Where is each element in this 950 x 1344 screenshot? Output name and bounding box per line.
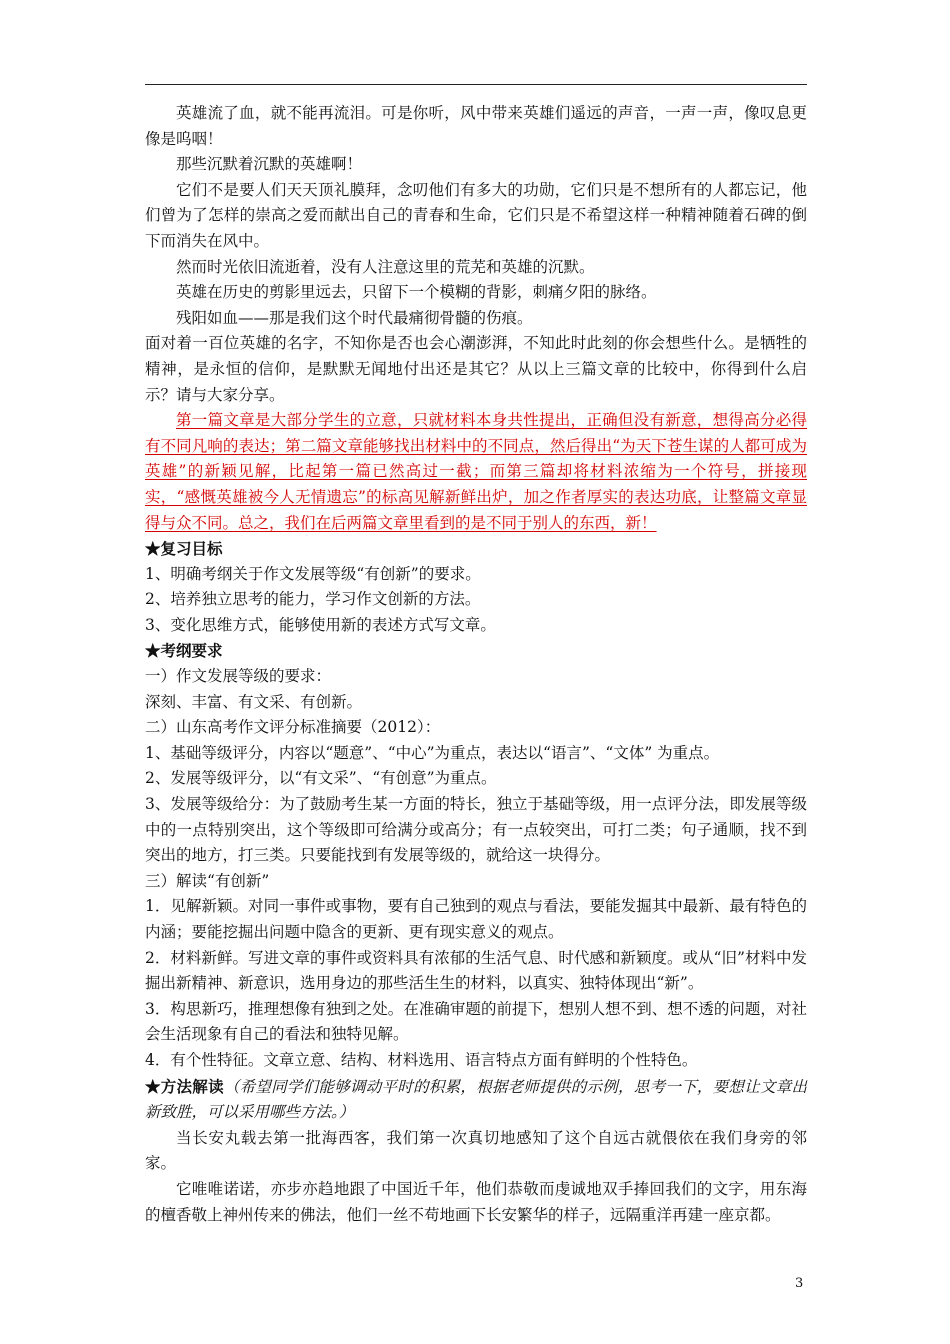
syllabus-text: 深刻、丰富、有文采、有创新。 (145, 692, 363, 711)
review-goals-heading: ★复习目标 (145, 539, 223, 559)
method-heading: ★方法解读 (145, 1076, 224, 1096)
passage-b-paragraph: 当长安丸载去第一批海西客，我们第一次真切地感知了这个自远古就偎依在我们身旁的邻家。 (145, 1128, 807, 1173)
review-goal-item: 2、培养独立思考的能力，学习作文创新的方法。 (145, 590, 481, 609)
answer-paragraph: 第一篇文章是大部分学生的立意，只就材料本身共性提出，正确但没有新意，想得高分必得有不同凡响的表达；第二篇文章能够找出材料中的不同点，然后得出“为天下苍生谋的人都可成为英雄”的新颖见解，比起第一篇已然高过一截；而第三篇却将材料浓缩为一个符号，拼接现实，“感慨英雄被今人无情遗忘”的标高见解新鲜出炉，加之作者厚实的表达功底，让整篇文章显得与众不同。总之，我们在后两篇文章里看到的是不同于别人的东西，新！ (145, 411, 807, 532)
scoring-item: 1、基础等级评分，内容以“题意”、“中心”为重点，表达以“语言”、“文体” 为重点。 (145, 743, 720, 762)
innovation-item: 1．见解新颖。对同一事件或事物，要有自己独到的观点与看法，要能发掘其中最新、最有特色的内涵；要能挖掘出问题中隐含的更新、更有现实意义的观点。 (145, 897, 807, 941)
passage-a-paragraph: 那些沉默着沉默的英雄啊！ (176, 155, 363, 174)
innovation-item: 2．材料新鲜。写进文章的事件或资料具有浓郁的生活气息、时代感和新颖度。或从“旧”材料中发掘出新精神、新意识，选用身边的那些活生生的材料，以真实、独特体现出“新”。 (145, 948, 807, 993)
method-note: （希望同学们能够调动平时的积累，根据老师提供的示例，思考一下，要想让文章出新致胜，可以采用哪些方法。） (145, 1077, 807, 1122)
review-goal-item: 3、变化思维方式，能够使用新的表述方式写文章。 (145, 615, 496, 634)
scoring-item: 3、发展等级给分：为了鼓励考生某一方面的特长，独立于基础等级，用一点评分法，即发展等级中的一点特别突出，这个等级即可给满分或高分；有一点较突出，可打二类；句子通顺，找不到突出的地方，打三类。只要能找到有发展等级的，就给这一块得分。 (145, 795, 807, 865)
passage-a-paragraph: 然而时光依旧流逝着，没有人注意这里的荒芜和英雄的沉默。 (176, 257, 595, 276)
passage-a-paragraph: 残阳如血——那是我们这个时代最痛彻骨髓的伤痕。 (176, 308, 533, 327)
syllabus-heading: ★考纲要求 (145, 641, 223, 661)
innovation-item: 3．构思新巧，推理想像有独到之处。在准确审题的前提下，想别人想不到、想不透的问题，对社会生活现象有自己的看法和独特见解。 (145, 999, 807, 1044)
document-body (145, 101, 807, 1228)
passage-a-paragraph: 它们不是要人们天天顶礼膜拜，念叨他们有多大的功勋，它们只是不想所有的人都忘记，他们曾为了怎样的崇高之爱而献出自己的青春和生命，它们只是不希望这样一种精神随着石碑的倒下而消失在风中。 (145, 180, 807, 250)
scoring-item: 2、发展等级评分，以“有文采”、“有创意”为重点。 (145, 769, 497, 788)
syllabus-subheading: 三）解读“有创新” (145, 871, 270, 890)
passage-a-paragraph: 英雄在历史的剪影里远去，只留下一个模糊的背影，刺痛夕阳的脉络。 (176, 283, 657, 302)
header-rule (145, 84, 807, 85)
syllabus-subheading: 二）山东高考作文评分标准摘要（2012）： (145, 718, 441, 737)
question-paragraph: 面对着一百位英雄的名字，不知你是否也会心潮澎湃，不知此时此刻的你会想些什么。是牺牲的精神，是永恒的信仰，是默默无闻地付出还是其它？从以上三篇文章的比较中，你得到什么启示？请与大家分享。 (145, 334, 807, 404)
innovation-item: 4．有个性特征。文章立意、结构、材料选用、语言特点方面有鲜明的个性特色。 (145, 1050, 698, 1069)
syllabus-subheading: 一）作文发展等级的要求： (145, 667, 332, 686)
review-goal-item: 1、明确考纲关于作文发展等级“有创新”的要求。 (145, 564, 481, 583)
passage-b-paragraph: 它唯唯诺诺，亦步亦趋地跟了中国近千年，他们恭敬而虔诚地双手捧回我们的文字，用东海的檀香敬上神州传来的佛法，他们一丝不苟地画下长安繁华的样子，远隔重洋再建一座京都。 (145, 1179, 807, 1224)
method-paragraph (145, 1074, 807, 1126)
page-number: 3 (795, 1276, 804, 1291)
passage-a-paragraph: 英雄流了血，就不能再流泪。可是你听，风中带来英雄们遥远的声音，一声一声，像叹息更像是呜咽！ (145, 104, 807, 148)
